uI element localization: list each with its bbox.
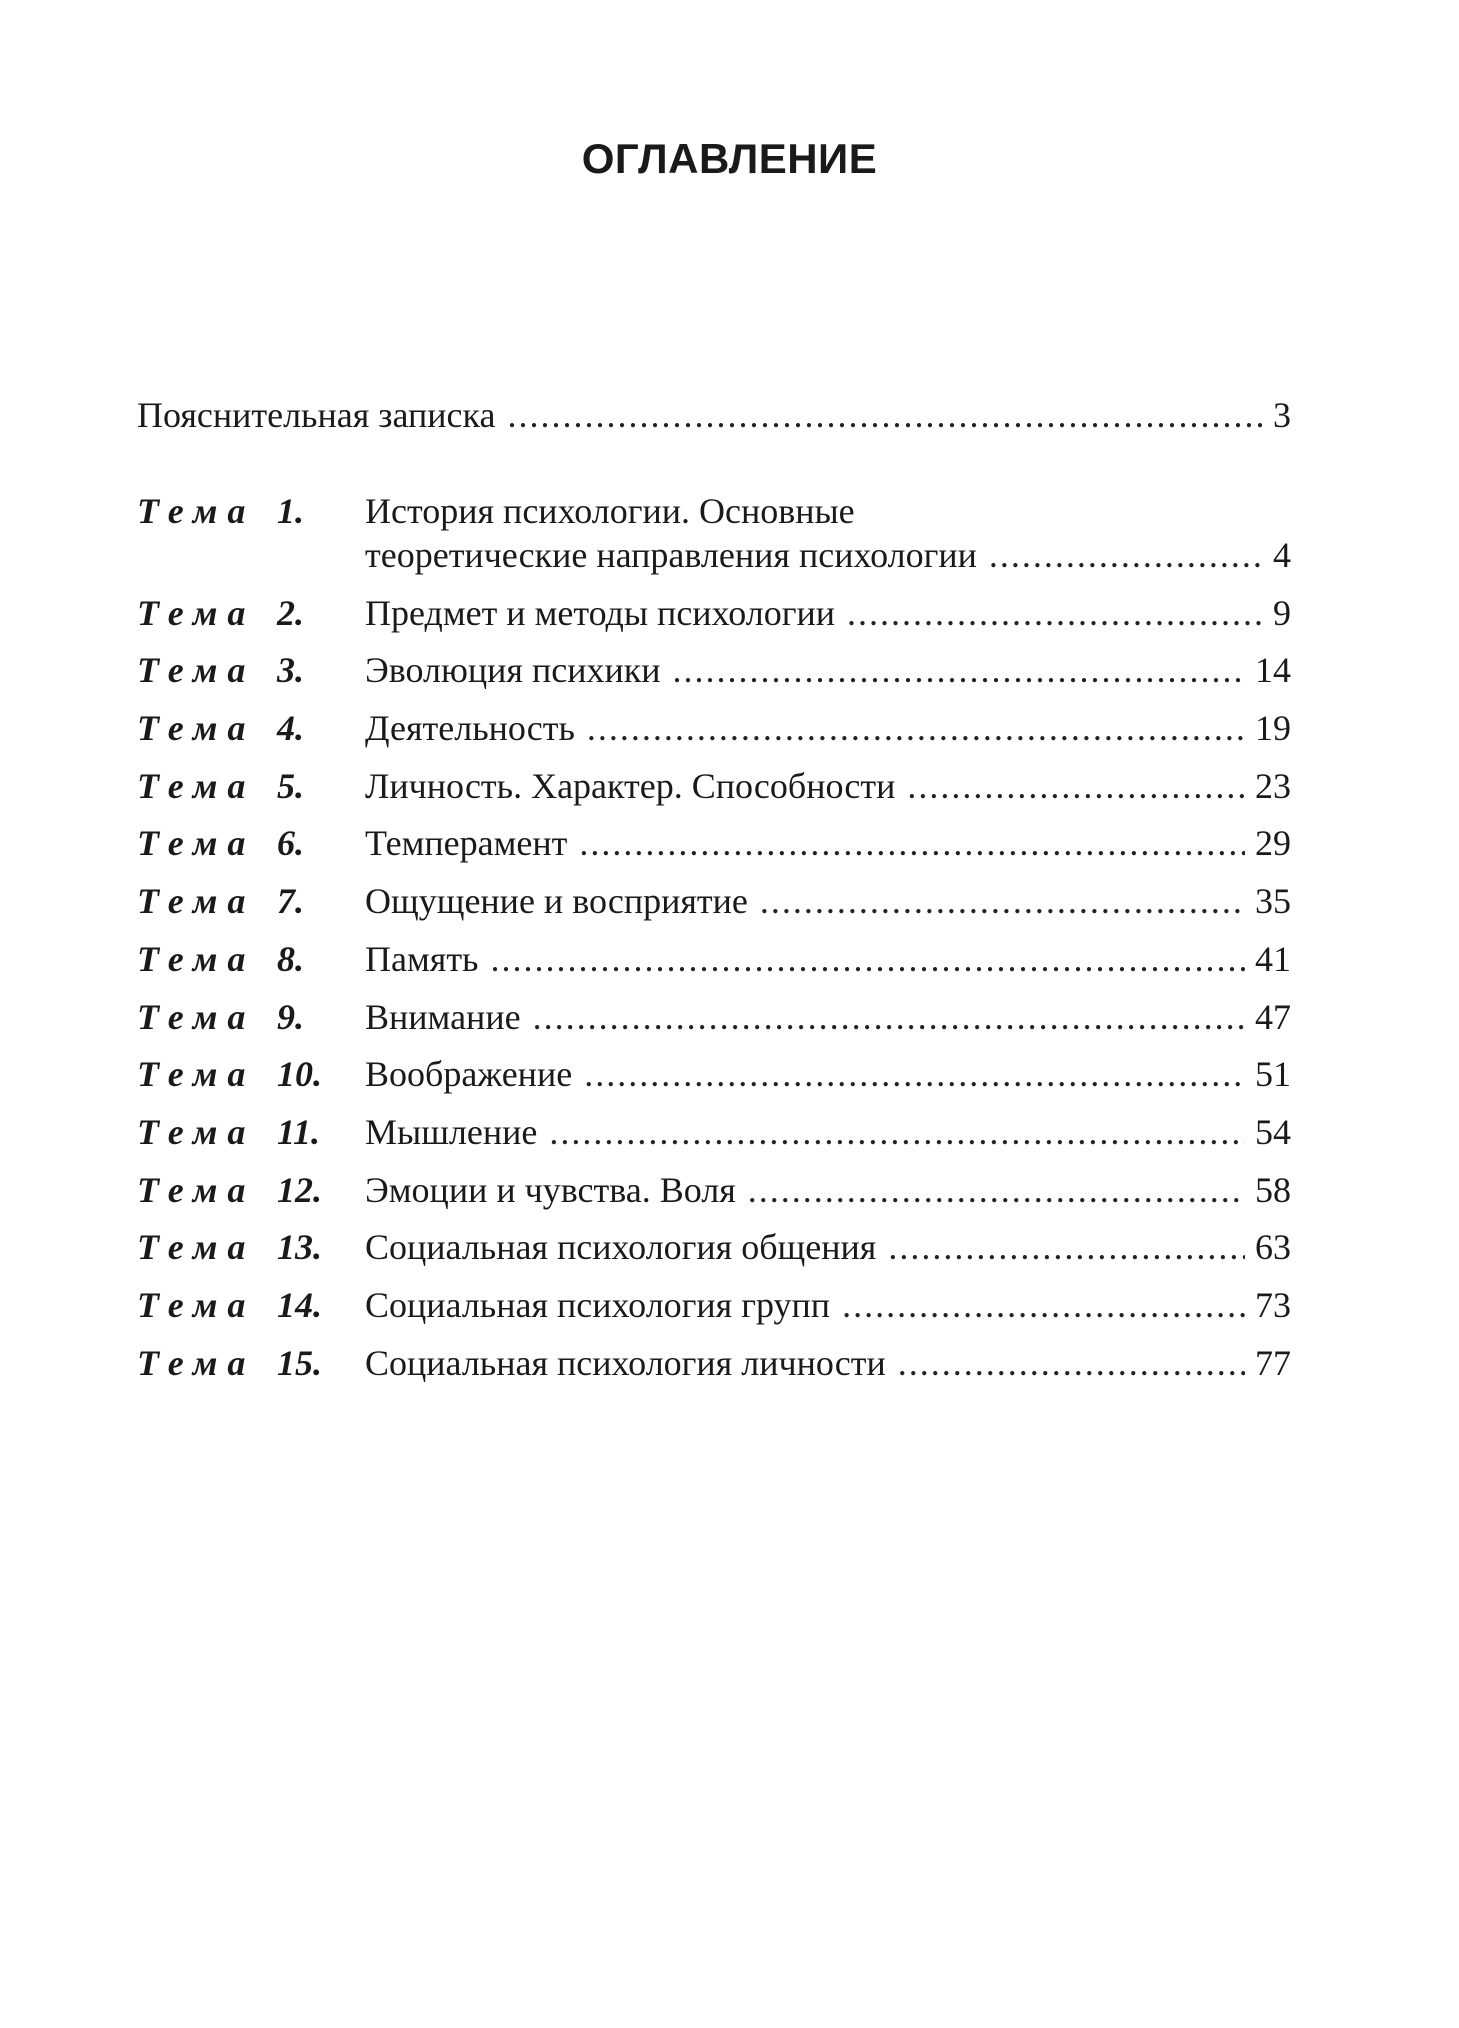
topic-number: 1. [277, 491, 304, 531]
topic-entry [365, 937, 1291, 981]
toc-page-number: 23 [1255, 765, 1291, 806]
toc-entry-topic-4[interactable] [137, 706, 1291, 764]
toc-page-number: 3 [1273, 395, 1291, 435]
topic-title-line [365, 706, 1291, 750]
toc-entry-topic-9[interactable] [137, 995, 1291, 1053]
topic-title-line [365, 1283, 1291, 1327]
topic-number: 14. [277, 1284, 322, 1325]
toc-entry-title: Пояснительная записка [137, 395, 496, 435]
topic-word: Тема [137, 1111, 256, 1152]
topic-entry [365, 591, 1291, 635]
topic-entry [365, 995, 1291, 1039]
topic-title-line [365, 1110, 1291, 1154]
topic-label [137, 591, 365, 635]
topic-title: Память [365, 938, 479, 979]
toc-page-number: 4 [1273, 535, 1291, 575]
toc-page-number: 58 [1255, 1169, 1291, 1210]
topic-label [137, 1283, 365, 1327]
page-title: ОГЛАВЛЕНИЕ [581, 135, 878, 182]
topic-entry [365, 1052, 1291, 1096]
topic-word: Тема [137, 1054, 256, 1095]
dot-leader [549, 1110, 1245, 1154]
topic-entry [365, 1110, 1291, 1154]
topic-title: Темперамент [365, 823, 568, 864]
topic-entry [365, 1168, 1291, 1212]
dot-leader [584, 1052, 1245, 1096]
topic-word: Тема [137, 1169, 256, 1210]
toc-page-number: 77 [1255, 1342, 1291, 1383]
topic-word: Тема [137, 491, 256, 531]
topic-label [137, 1341, 365, 1385]
table-of-contents [137, 393, 1291, 1398]
topic-entry [365, 1225, 1291, 1269]
toc-page-number: 47 [1255, 996, 1291, 1037]
toc-page-number: 9 [1273, 592, 1291, 633]
topic-number: 11. [277, 1111, 321, 1152]
dot-leader [842, 1283, 1245, 1327]
topic-number: 8. [277, 938, 304, 979]
topic-entry [365, 489, 1291, 577]
topic-list [137, 489, 1291, 1398]
toc-page-number: 35 [1255, 881, 1291, 922]
topic-number: 4. [277, 708, 304, 749]
topic-title: Мышление [365, 1111, 538, 1152]
topic-title: Внимание [365, 996, 521, 1037]
toc-entry-topic-15[interactable] [137, 1341, 1291, 1399]
topic-number: 7. [277, 881, 304, 922]
topic-title-line [365, 1052, 1291, 1096]
dot-leader [490, 937, 1245, 981]
dot-leader [989, 533, 1263, 577]
dot-leader [760, 879, 1245, 923]
topic-word: Тема [137, 1284, 256, 1325]
topic-title-line [365, 879, 1291, 923]
toc-entry-topic-10[interactable] [137, 1052, 1291, 1110]
topic-label [137, 879, 365, 923]
toc-entry-topic-11[interactable] [137, 1110, 1291, 1168]
toc-entry-topic-13[interactable] [137, 1225, 1291, 1283]
topic-label [137, 1168, 365, 1212]
dot-leader [587, 706, 1245, 750]
topic-title: Предмет и методы психологии [365, 592, 835, 633]
topic-title: теоретические направления психологии [365, 535, 977, 575]
toc-page-number: 63 [1255, 1227, 1291, 1268]
toc-page-number: 14 [1255, 650, 1291, 691]
topic-title: Социальная психология личности [365, 1342, 886, 1383]
topic-word: Тема [137, 823, 256, 864]
topic-word: Тема [137, 996, 256, 1037]
toc-entry-topic-5[interactable] [137, 764, 1291, 822]
topic-number: 2. [277, 592, 304, 633]
topic-label [137, 821, 365, 865]
topic-word: Тема [137, 592, 256, 633]
topic-entry [365, 706, 1291, 750]
topic-title: Воображение [365, 1054, 573, 1095]
topic-word: Тема [137, 1342, 256, 1383]
toc-page-number: 29 [1255, 823, 1291, 864]
topic-word: Тема [137, 650, 256, 691]
topic-word: Тема [137, 765, 256, 806]
toc-entry-topic-7[interactable] [137, 879, 1291, 937]
topic-label [137, 1225, 365, 1269]
topic-title-line [365, 1225, 1291, 1269]
topic-word: Тема [137, 881, 256, 922]
toc-page-number: 54 [1255, 1111, 1291, 1152]
topic-label [137, 995, 365, 1039]
topic-title-line [365, 937, 1291, 981]
toc-page-number: 73 [1255, 1284, 1291, 1325]
topic-title-line [365, 489, 1291, 533]
dot-leader [673, 648, 1245, 692]
topic-number: 9. [277, 996, 304, 1037]
topic-title-line [365, 764, 1291, 808]
toc-entry-topic-14[interactable] [137, 1283, 1291, 1341]
topic-word: Тема [137, 1227, 256, 1268]
toc-entry-topic-1[interactable] [137, 489, 1291, 591]
toc-page-number: 19 [1255, 708, 1291, 749]
toc-entry-topic-6[interactable] [137, 821, 1291, 879]
topic-title-line [365, 1168, 1291, 1212]
topic-title: Эволюция психики [365, 650, 661, 691]
toc-entry-topic-8[interactable] [137, 937, 1291, 995]
topic-label [137, 648, 365, 692]
toc-entry-topic-2[interactable] [137, 591, 1291, 649]
topic-title-line [365, 591, 1291, 635]
toc-page-number: 51 [1255, 1054, 1291, 1095]
dot-leader [907, 764, 1245, 808]
topic-label [137, 764, 365, 808]
topic-label [137, 706, 365, 750]
dot-leader [579, 821, 1245, 865]
topic-entry [365, 764, 1291, 808]
dot-leader [898, 1341, 1245, 1385]
topic-word: Тема [137, 708, 256, 749]
dot-leader [888, 1225, 1245, 1269]
toc-page-number: 41 [1255, 938, 1291, 979]
toc-entry-topic-3[interactable] [137, 648, 1291, 706]
topic-title-line [365, 995, 1291, 1039]
dot-leader [847, 591, 1263, 635]
topic-number: 6. [277, 823, 304, 864]
topic-title: История психологии. Основные [365, 491, 855, 531]
toc-entry-topic-12[interactable] [137, 1168, 1291, 1226]
topic-number: 13. [277, 1227, 322, 1268]
topic-title: Эмоции и чувства. Воля [365, 1169, 736, 1210]
topic-entry [365, 821, 1291, 865]
topic-entry [365, 1283, 1291, 1327]
topic-title: Ощущение и восприятие [365, 881, 748, 922]
topic-label [137, 489, 365, 533]
topic-title: Социальная психология общения [365, 1227, 877, 1268]
topic-title: Социальная психология групп [365, 1284, 831, 1325]
topic-number: 3. [277, 650, 304, 691]
topic-title-line [365, 821, 1291, 865]
topic-entry [365, 1341, 1291, 1385]
topic-label [137, 937, 365, 981]
topic-word: Тема [137, 938, 256, 979]
dot-leader [533, 995, 1245, 1039]
topic-title-line [365, 1341, 1291, 1385]
topic-title-line [365, 533, 1291, 577]
topic-title: Личность. Характер. Способности [365, 765, 896, 806]
topic-number: 5. [277, 765, 304, 806]
topic-title-line [365, 648, 1291, 692]
topic-number: 12. [277, 1169, 322, 1210]
topic-entry [365, 648, 1291, 692]
toc-entry-explanatory-note[interactable] [137, 393, 1291, 437]
topic-number: 10. [277, 1054, 322, 1095]
dot-leader [748, 1168, 1245, 1212]
dot-leader [507, 393, 1263, 437]
topic-label [137, 1052, 365, 1096]
topic-title: Деятельность [365, 708, 575, 749]
topic-label [137, 1110, 365, 1154]
topic-number: 15. [277, 1342, 322, 1383]
topic-entry [365, 879, 1291, 923]
